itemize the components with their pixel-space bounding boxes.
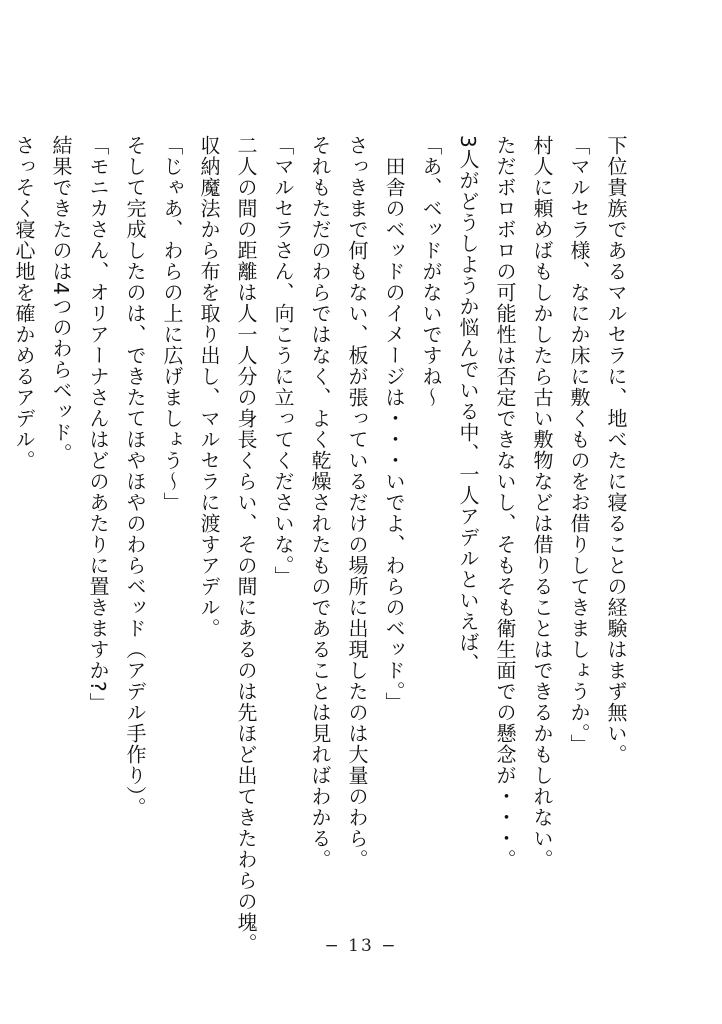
text-line: 3人がどうしようか悩んでいる中、一人アデルといえば、 bbox=[456, 135, 480, 674]
text-line: 「マルセラ様、なにか床に敷くものをお借りしてきましょうか。」 bbox=[567, 135, 591, 755]
text-line: 田舎のベッドのイメージは・・・いでよ、わらのベッド。」 bbox=[382, 135, 406, 713]
text-line: ただボロボロの可能性は否定できないし、そもそも衛生面での懸念が・・・。 bbox=[493, 135, 517, 870]
text-line: そして完成したのは、できたてほやほやのわらベッド（アデル手作り）。 bbox=[123, 135, 147, 818]
text-line: 「モニカさん、オリアーナさんはどのあたりに置きますか?」 bbox=[86, 135, 110, 714]
text-line: 村人に頼めばもしかしたら古い敷物などは借りることはできるかもしれない。 bbox=[530, 135, 554, 870]
text-line: 「じゃあ、わらの上に広げましょう〜」 bbox=[160, 135, 184, 513]
text-line: さっそく寝心地を確かめるアデル。 bbox=[12, 135, 36, 471]
text-line: 下位貴族であるマルセラに、地べたに寝ることの経験はまず無い。 bbox=[604, 135, 628, 765]
text-line: 収納魔法から布を取り出し、マルセラに渡すアデル。 bbox=[197, 135, 221, 639]
text-line: 二人の間の距離は人一人分の身長くらい、その間にあるのは先ほど出てきたわらの塊。 bbox=[234, 135, 258, 954]
text-line: 「あ、ベッドがないですね〜 bbox=[419, 135, 443, 408]
text-line: 結果できたのは4つのわらベッド。 bbox=[49, 135, 73, 464]
text-line: それもただのわらではなく、よく乾燥されたものであることは見ればわかる。 bbox=[308, 135, 332, 870]
page-number: − 13 − bbox=[324, 936, 398, 956]
text-line: さっきまで何もない、板が張っているだけの場所に出現したのは大量のわら。 bbox=[345, 135, 369, 870]
text-line: 「マルセラさん、向こうに立ってくださいな。」 bbox=[271, 135, 295, 587]
